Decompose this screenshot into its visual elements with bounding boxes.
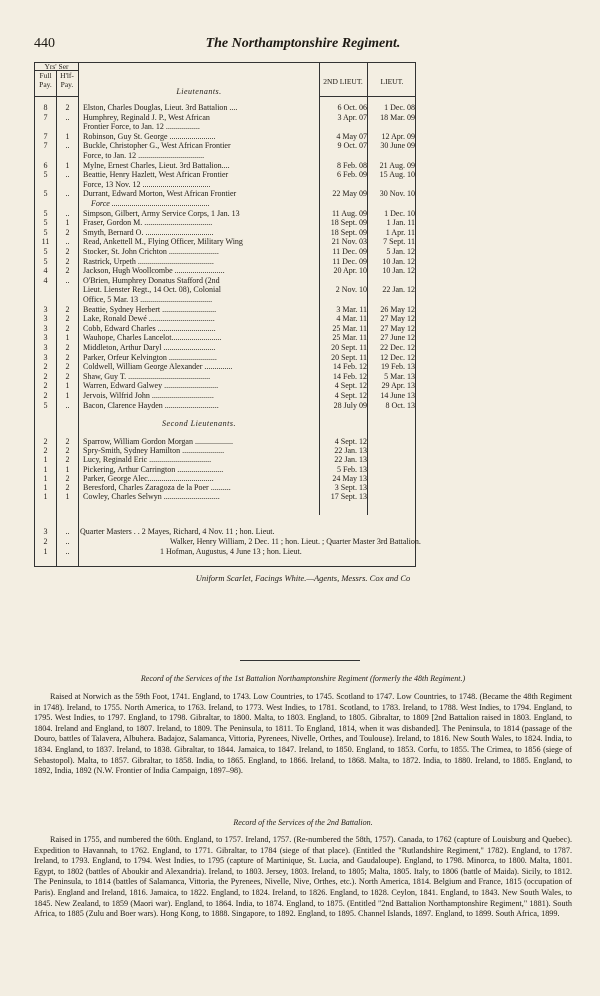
- page-title: The Northamptonshire Regiment.: [205, 36, 401, 51]
- second-lieut-date: 5 Feb. 13: [337, 464, 367, 474]
- full-pay-years: 3: [43, 333, 48, 343]
- page-header: [34, 36, 572, 56]
- table-row: [35, 474, 417, 483]
- full-pay-years: 5: [43, 227, 48, 237]
- lieut-date: 29 Apr. 13: [381, 381, 415, 391]
- table-row: [35, 209, 417, 218]
- officer-name: Bacon, Clarence Hayden ...........................: [83, 400, 219, 410]
- table-row: [35, 483, 417, 492]
- header-half-pay: H'lf-Pay.: [60, 71, 74, 89]
- officer-name: Force .................................................: [91, 199, 210, 208]
- uniform-line: Uniform Scarlet, Facings White.—Agents, Messrs. Cox and Co: [195, 573, 411, 583]
- table-row: [35, 180, 417, 189]
- table-row: [35, 199, 417, 208]
- lieut-date: 26 May 12: [380, 304, 415, 314]
- half-pay-years: 1: [65, 492, 70, 502]
- header-lieut: LIEUT.: [380, 77, 404, 86]
- quartermaster-line: Quarter Masters . . 2 Mayes, Richard, 4 Nov. 11 ; hon. Lieut.: [80, 527, 275, 536]
- table-row: [35, 446, 417, 455]
- qm-full-pay: 1: [43, 547, 48, 556]
- lieut-date: 7 Sept. 11: [383, 237, 415, 247]
- half-pay-years: 1: [65, 391, 70, 400]
- header-2nd-lieut: 2ND LIEUT.: [323, 77, 363, 86]
- second-lieut-date: 11 Aug. 09: [331, 208, 367, 218]
- half-pay-years: ..: [65, 112, 70, 122]
- officer-name: Parker, Orfeur Kelvington ........................: [83, 352, 217, 362]
- full-pay-years: 4: [43, 266, 48, 276]
- full-pay-years: 2: [43, 391, 48, 400]
- table-row: [35, 391, 417, 400]
- half-pay-years: 2: [65, 314, 70, 324]
- full-pay-years: 7: [43, 112, 48, 122]
- qm-half-pay: ..: [65, 537, 70, 546]
- lieut-date: 18 Mar. 09: [380, 112, 415, 122]
- table-row: [35, 170, 417, 179]
- officer-name: Elston, Charles Douglas, Lieut. 3rd Battalion ....: [83, 103, 238, 112]
- officer-name: Wauhope, Charles Lancelot.........................: [83, 333, 222, 343]
- full-pay-years: 5: [43, 256, 48, 266]
- officer-name: Durrant, Edward Morton, West African Frontier: [83, 189, 237, 199]
- section-second-lieutenants: Second Lieutenants.: [162, 419, 236, 428]
- record-2-text: Raised in 1755, and numbered the 60th. England, to 1757. Ireland, 1757. (Re-numbered the 58th, 1757). Canada, to 1762 (capture of Louisburg and Quebec). Expedition to Havannah, to 1762. England, to 1771. Gibraltar, to 1784 (siege of that place). (Entitled the "Rutlandshire Regiment," 1782). England, to 1787. Ireland, to 1793. England, to 1794. West Indies, to 1795 (capture of Martinique, St. Lucia, and Gaudaloupe). England, to 1798. Minorca, to 1800. Malta, 1801. Egypt, to 1802 (battles of Aboukir and Alexandria). Ireland, to 1803. Jersey, 1803. Ireland, to 1805; Malta, 1805. Italy, to 1806 (battle of Maida). Sicily, to 1812. The Peninsula, to 1814 (battles of Salamanca, Vittoria, the Pyrenees, Nivelle, Nive, Orthes, etc.). North America, 1814. Belgium and France, 1815 (occupation of Paris). England and Ireland, 1816. Jamaica, to 1822. England, to 1824. Ireland, to 1826. England, to 1828. Ceylon, 1841. England, to 1843. New South Wales, to 1845. New Zealand, to 1859 (Maori war). England, to 1864. India, to 1874. England, to 1875. (Entitled "2nd Battalion Northamptonshire Regiment," 1881). South Africa, to 1885 (Zulu and Boer wars). Hong Kong, to 1888. Singapore, to 1892. England, to 1895. Channel Islands, 1897. England, to 1899. South Africa, 1899.: [34, 835, 572, 919]
- full-pay-years: 5: [43, 218, 48, 228]
- second-lieut-date: 18 Sept. 09: [330, 218, 367, 228]
- table-row: [35, 266, 417, 275]
- full-pay-years: 2: [43, 446, 48, 456]
- officer-name: Force, 13 Nov. 12 ..................................: [83, 179, 211, 189]
- full-pay-years: 1: [43, 464, 48, 474]
- second-lieut-date: 28 July 09: [333, 400, 367, 410]
- page-number: 440: [34, 36, 55, 51]
- half-pay-years: 2: [65, 437, 70, 446]
- officer-name: Lake, Ronald Dewé .................................: [83, 314, 215, 324]
- lieut-date: 10 Jan. 12: [382, 256, 415, 266]
- half-pay-years: 2: [65, 247, 70, 256]
- officer-name: Humphrey, Reginald J. P., West African: [83, 112, 210, 122]
- lieut-date: 1 Dec. 10: [384, 208, 415, 218]
- officer-name: Rastrick, Urpeth ......................................: [83, 256, 214, 266]
- half-pay-years: 2: [65, 446, 70, 456]
- quartermaster-line: Walker, Henry William, 2 Dec. 11 ; hon. Lieut. ; Quarter Master 3rd Battalion.: [170, 537, 421, 546]
- table-row: [35, 401, 417, 410]
- qm-half-pay: ..: [65, 547, 70, 556]
- table-row: [35, 237, 417, 246]
- lieut-date: 27 June 12: [380, 333, 415, 343]
- officer-name: Mylne, Ernest Charles, Lieut. 3rd Battalion....: [83, 160, 230, 170]
- table-row: [35, 295, 417, 304]
- officer-name: Office, 5 Mar. 13 ....................................: [83, 295, 213, 304]
- second-lieut-date: 3 Mar. 11: [336, 304, 367, 314]
- full-pay-years: 7: [43, 131, 48, 141]
- officer-name: Sparrow, William Gordon Morgan ...................: [83, 437, 233, 446]
- full-pay-years: 2: [43, 437, 48, 446]
- second-lieut-date: 22 Jan. 13: [334, 455, 367, 465]
- officer-name: Beresford, Charles Zaragoza de la Poer ..........: [83, 483, 231, 492]
- full-pay-years: 2: [43, 371, 48, 381]
- second-lieut-date: 4 Sept. 12: [334, 381, 367, 391]
- officer-name: Simpson, Gilbert, Army Service Corps, 1 Jan. 13: [83, 208, 240, 218]
- full-pay-years: 7: [43, 141, 48, 151]
- table-row: [35, 218, 417, 227]
- lieut-date: 5 Jan. 12: [386, 247, 415, 256]
- full-pay-years: 3: [43, 343, 48, 352]
- second-lieut-date: 11 Dec. 09: [332, 256, 367, 266]
- lieut-date: 14 June 13: [380, 391, 415, 400]
- table-row: [35, 372, 417, 381]
- officer-name: Beattie, Sydney Herbert ...........................: [83, 304, 217, 314]
- officer-name: Force, to Jan. 12 .................................: [83, 151, 205, 160]
- officer-name: Buckle, Christopher G., West African Frontier: [83, 141, 231, 151]
- half-pay-years: 2: [65, 103, 70, 112]
- full-pay-years: 11: [41, 237, 50, 247]
- header-rule: [319, 96, 416, 97]
- officer-name: Shaw, Guy T. .........................................: [83, 371, 211, 381]
- full-pay-years: 3: [43, 323, 48, 333]
- officer-name: Parker, George Alec.................................: [83, 473, 214, 483]
- full-pay-years: 8: [43, 103, 48, 112]
- officer-name: Read, Ankettell M., Flying Officer, Military Wing: [83, 237, 243, 247]
- table-row: [35, 362, 417, 371]
- second-lieut-date: 11 Dec. 09: [332, 247, 367, 256]
- full-pay-years: 1: [43, 492, 48, 502]
- header-rule: [35, 96, 78, 97]
- second-lieut-date: 4 Mar. 11: [336, 314, 367, 324]
- half-pay-years: 1: [65, 381, 70, 391]
- half-pay-years: 1: [65, 333, 70, 343]
- second-lieut-date: 24 May 13: [332, 473, 367, 483]
- table-row: [35, 103, 417, 112]
- lieut-date: 22 Dec. 12: [380, 343, 415, 352]
- divider: [240, 660, 360, 661]
- lieut-date: 12 Dec. 12: [380, 352, 415, 362]
- half-pay-years: 1: [65, 160, 70, 170]
- table-row: [35, 276, 417, 285]
- full-pay-years: 1: [43, 483, 48, 492]
- qm-half-pay: ..: [65, 527, 70, 536]
- officer-name: Cobb, Edward Charles .............................: [83, 323, 216, 333]
- second-lieut-date: 20 Sept. 11: [331, 343, 367, 352]
- second-lieut-date: 2 Nov. 10: [335, 285, 367, 295]
- half-pay-years: 2: [65, 256, 70, 266]
- lieut-date: 1 Dec. 08: [384, 103, 415, 112]
- full-pay-years: 3: [43, 314, 48, 324]
- second-lieut-date: 4 May 07: [336, 131, 367, 141]
- second-lieut-date: 22 May 09: [332, 189, 367, 199]
- table-row: [35, 492, 417, 501]
- second-lieut-date: 18 Sept. 09: [330, 227, 367, 237]
- half-pay-years: 1: [65, 131, 70, 141]
- record-2-title: Record of the Services of the 2nd Battalion.: [233, 818, 373, 827]
- lieut-date: 27 May 12: [380, 323, 415, 333]
- table-row: [35, 324, 417, 333]
- full-pay-years: 3: [43, 352, 48, 362]
- half-pay-years: ..: [65, 275, 70, 285]
- half-pay-years: 2: [65, 455, 70, 465]
- full-pay-years: 5: [43, 170, 48, 180]
- header-yrs-ser: Yrs' Ser: [44, 62, 69, 71]
- table-row: [35, 437, 417, 446]
- full-pay-years: 2: [43, 381, 48, 391]
- lieut-date: 22 Jan. 12: [382, 285, 415, 295]
- table-row: [35, 132, 417, 141]
- officers-table: [34, 62, 416, 567]
- lieut-date: 5 Mar. 13: [384, 371, 415, 381]
- half-pay-years: 2: [65, 362, 70, 372]
- table-row: [35, 141, 417, 150]
- officer-name: Cowley, Charles Selwyn ............................: [83, 492, 220, 502]
- table-row: [35, 381, 417, 390]
- officer-name: O'Brien, Humphrey Donatus Stafford (2nd: [83, 275, 220, 285]
- second-lieut-date: 8 Feb. 08: [337, 160, 367, 170]
- table-row: [35, 257, 417, 266]
- second-lieut-date: 4 Sept. 12: [334, 391, 367, 400]
- second-lieut-date: 14 Feb. 12: [333, 371, 367, 381]
- half-pay-years: 2: [65, 343, 70, 352]
- table-row: [35, 228, 417, 237]
- full-pay-years: 6: [43, 160, 48, 170]
- officer-name: Coldwell, William George Alexander ..............: [83, 362, 233, 372]
- half-pay-years: ..: [65, 208, 70, 218]
- table-row: [35, 161, 417, 170]
- second-lieut-date: 6 Oct. 06: [337, 103, 367, 112]
- half-pay-years: ..: [65, 170, 70, 180]
- lieut-date: 15 Aug. 10: [379, 170, 415, 180]
- header-full-pay: Full Pay.: [39, 71, 52, 89]
- officer-name: Spry-Smith, Sydney Hamilton .....................: [83, 446, 225, 456]
- officer-name: Warren, Edward Galwey ...........................: [83, 381, 219, 391]
- officer-name: Robinson, Guy St. George .......................: [83, 131, 216, 141]
- half-pay-years: 2: [65, 483, 70, 492]
- lieut-date: 30 Nov. 10: [379, 189, 415, 199]
- qm-full-pay: 3: [43, 527, 48, 536]
- second-lieut-date: 3 Apr. 07: [337, 112, 367, 122]
- section-lieutenants: Lieutenants.: [176, 87, 222, 96]
- lieut-date: 8 Oct. 13: [385, 400, 415, 410]
- table-row: [35, 455, 417, 464]
- second-lieut-date: 4 Sept. 12: [334, 437, 367, 446]
- officer-name: Fraser, Gordon M. ..................................: [83, 218, 213, 228]
- half-pay-years: ..: [65, 141, 70, 151]
- table-row: [35, 465, 417, 474]
- officer-name: Jackson, Hugh Woollcombe .........................: [83, 266, 225, 276]
- second-lieut-date: 22 Jan. 13: [334, 446, 367, 456]
- lieut-date: 1 Apr. 11: [385, 227, 415, 237]
- record-1-text: Raised at Norwich as the 59th Foot, 1741. England, to 1743. Low Countries, to 1745. Scotland to 1747. Low Countries, to 1748. (Became the 48th Regiment in 1748). Ireland, to 1755. North America, to 1763. Ireland, to 1773. West Indies, to 1781. Scotland, to 1783. Ireland, to 1788. West Indies, to 1794. England, to 1795. West Indies, to 1797. England, to 1798. Gibraltar, to 1800. Malta, to 1803. England, to 1805. Gibraltar, to 1809 [2nd Battalion raised in 1803. England, to 1804. Ireland and England, to 1807. Ireland, to 1809. The Peninsula, to 1811. To England, 1814, when it was disbanded]. The Peninsula, to 1814 (passage of the Douro, battles of Talavera, Albuhera. Badajoz, Salamanca, Vittoria, Pyrenees, Nivelle, Orthes, and Toulouse). Ireland, to 1816. New South Wales, to 1824. India, to 1834. England, to 1837. Ireland, to 1838. Gibraltar, to 1844. Jamaica, to 1847. Ireland, to 1850. England, to 1853. Corfu, to 1855. The Crimea, to 1856 (siege of Sebastopol). Malta, to 1857. Gibraltar, to 1858. India, to 1865. England, to 1866. Ireland, to 1868. Malta, to 1872. India, to 1880. Ireland, to 1885. England, to 1892, India, 1892 (N.W. Frontier of India Campaign, 1897–98).: [34, 692, 572, 776]
- second-lieut-date: 20 Sept. 11: [331, 352, 367, 362]
- full-pay-years: 1: [43, 455, 48, 465]
- officer-name: Beattie, Henry Hazlett, West African Frontier: [83, 170, 229, 180]
- second-lieut-date: 20 Apr. 10: [333, 266, 367, 276]
- lieut-date: 1 Jan. 11: [386, 218, 415, 228]
- table-row: [35, 285, 417, 294]
- half-pay-years: 1: [65, 464, 70, 474]
- lieut-date: 27 May 12: [380, 314, 415, 324]
- second-lieut-date: 3 Sept. 13: [334, 483, 367, 492]
- table-row: [35, 333, 417, 342]
- half-pay-years: 2: [65, 473, 70, 483]
- full-pay-years: 3: [43, 304, 48, 314]
- second-lieut-date: 17 Sept. 13: [330, 492, 367, 502]
- full-pay-years: 5: [43, 247, 48, 256]
- second-lieut-date: 25 Mar. 11: [332, 323, 367, 333]
- lieut-date: 19 Feb. 13: [381, 362, 415, 372]
- lieut-date: 30 June 09: [380, 141, 415, 151]
- record-1-title: Record of the Services of the 1st Battalion Northamptonshire Regiment (formerly the 48th Regiment.): [140, 674, 466, 683]
- officer-name: Frontier Force, to Jan. 12 .................: [83, 122, 200, 132]
- half-pay-years: 2: [65, 371, 70, 381]
- officer-name: Lieut. Lienster Regt., 14 Oct. 08), Colonial: [83, 285, 221, 295]
- full-pay-years: 5: [43, 189, 48, 199]
- full-pay-years: 5: [43, 400, 48, 410]
- table-row: [35, 189, 417, 198]
- second-lieut-date: 25 Mar. 11: [332, 333, 367, 343]
- table-row: [35, 122, 417, 131]
- lieut-date: 21 Aug. 09: [379, 160, 415, 170]
- half-pay-years: 1: [65, 218, 70, 228]
- lieut-date: 10 Jan. 12: [382, 266, 415, 276]
- second-lieut-date: 14 Feb. 12: [333, 362, 367, 372]
- half-pay-years: 2: [65, 304, 70, 314]
- half-pay-years: 2: [65, 352, 70, 362]
- qm-full-pay: 2: [43, 537, 48, 546]
- second-lieut-date: 9 Oct. 07: [337, 141, 367, 151]
- officer-name: Lucy, Reginald Eric ...............................: [83, 455, 212, 465]
- second-lieut-date: 6 Feb. 09: [337, 170, 367, 180]
- full-pay-years: 2: [43, 362, 48, 372]
- table-row: [35, 151, 417, 160]
- half-pay-years: 2: [65, 227, 70, 237]
- full-pay-years: 5: [43, 208, 48, 218]
- officer-name: Jervois, Wilfrid John ...............................: [83, 391, 214, 400]
- table-row: [35, 247, 417, 256]
- table-row: [35, 314, 417, 323]
- officer-name: Smyth, Bernard O. ..................................: [83, 227, 214, 237]
- officer-name: Middleton, Arthur Daryl ..........................: [83, 343, 216, 352]
- half-pay-years: ..: [65, 237, 70, 247]
- officer-name: Pickering, Arthur Carrington .......................: [83, 464, 224, 474]
- half-pay-years: ..: [65, 189, 70, 199]
- quartermaster-line: 1 Hofman, Augustus, 4 June 13 ; hon. Lieut.: [160, 547, 302, 556]
- half-pay-years: 2: [65, 266, 70, 276]
- officer-name: Stocker, St. John Crichton .........................: [83, 247, 219, 256]
- full-pay-years: 1: [43, 473, 48, 483]
- half-pay-years: ..: [65, 400, 70, 410]
- table-row: [35, 343, 417, 352]
- half-pay-years: 2: [65, 323, 70, 333]
- table-row: [35, 305, 417, 314]
- second-lieut-date: 21 Nov. 03: [331, 237, 367, 247]
- lieut-date: 12 Apr. 09: [381, 131, 415, 141]
- table-row: [35, 353, 417, 362]
- full-pay-years: 4: [43, 275, 48, 285]
- table-row: [35, 113, 417, 122]
